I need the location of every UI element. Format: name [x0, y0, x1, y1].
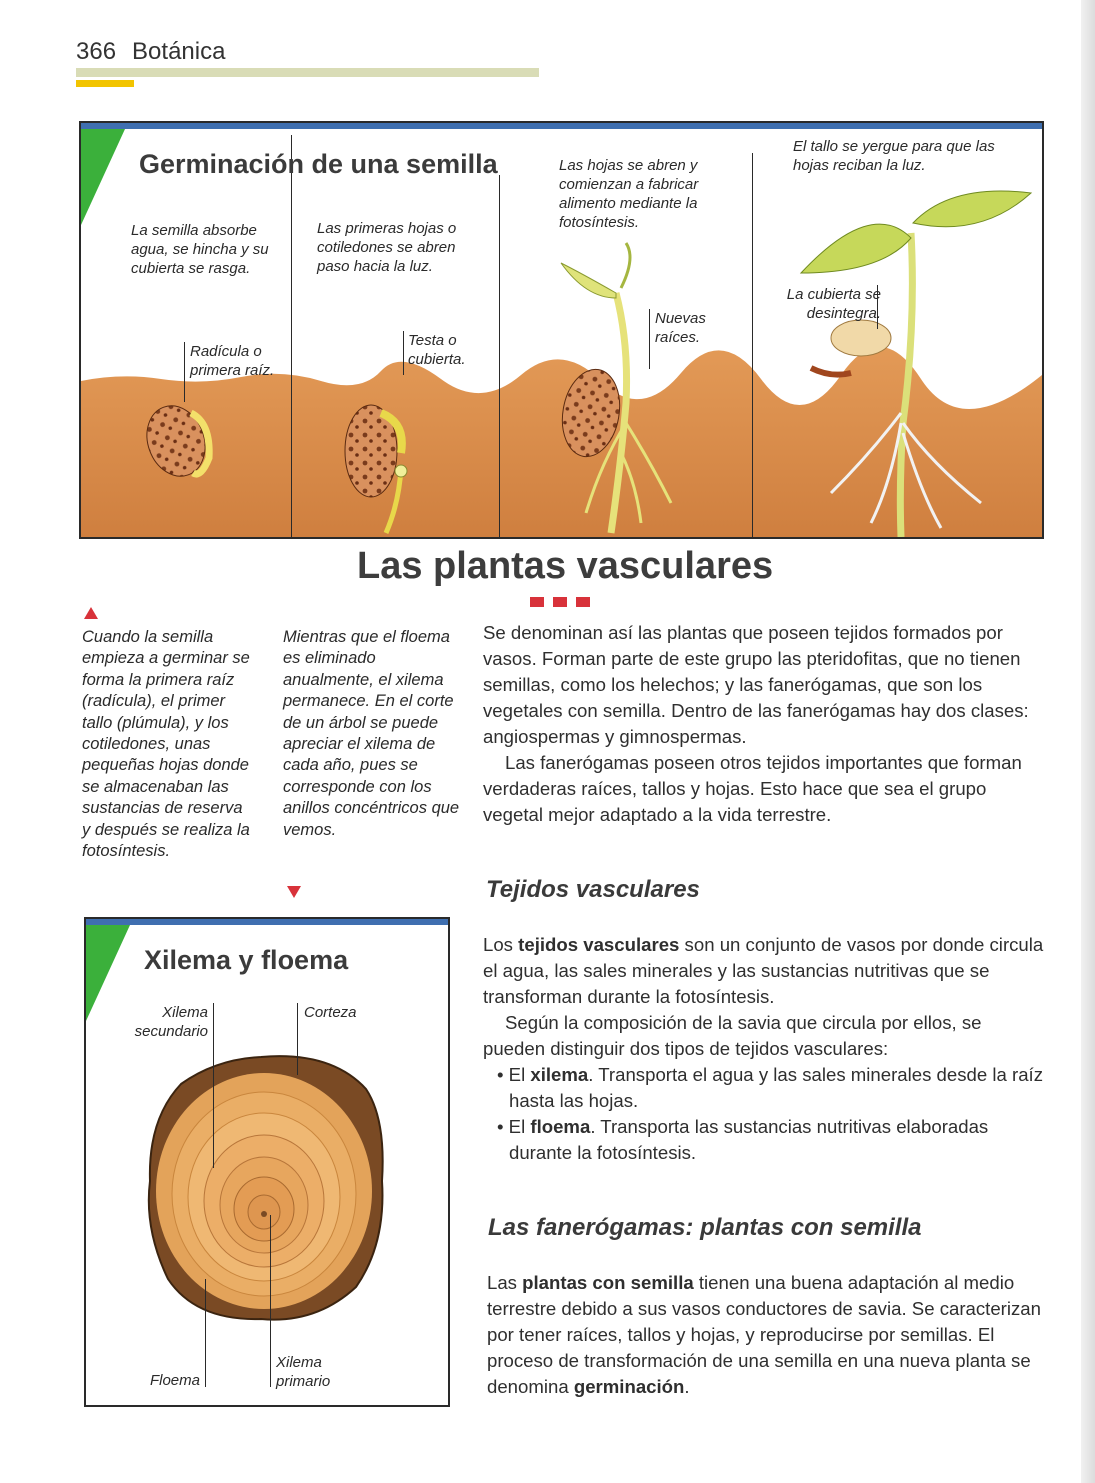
bark-pointer	[297, 1003, 298, 1075]
title-ornament-1	[530, 597, 544, 607]
vascular-text	[483, 932, 1048, 1166]
caption-testa: Testa o cubierta.	[408, 332, 466, 368]
caption-radicle: Radícula o primera raíz.	[190, 343, 275, 379]
title-ornament-3	[576, 597, 590, 607]
sidebar-xylem-note: Mientras que el floema es eliminado anualmente, el xilema permanece. En el corte de un árbol se puede apreciar el xilema de cada año, pues se corresponde con los anillos concéntricos que vemos.	[283, 628, 460, 839]
germination-figure	[79, 121, 1044, 539]
xylem-figure	[84, 917, 450, 1407]
label-secondary-xylem: Xilema secundario	[134, 1004, 208, 1040]
label-bark: Corteza	[304, 1004, 357, 1021]
caption-coat: La cubierta se desintegra.	[786, 286, 881, 322]
vascular-paragraph-2: Según la composición de la savia que circula por ellos, se pueden distinguir dos tipos de tejidos vasculares:	[483, 1012, 982, 1059]
intro-paragraph-2: Las fanerógamas poseen otros tejidos importantes que forman verdaderas raíces, tallos y hojas. Esto hace que sea el grupo vegetal mejor adaptado a la vida terrestre.	[483, 752, 1022, 825]
label-phloem: Floema	[149, 1372, 200, 1389]
caption-stage-1: La semilla absorbe agua, se hincha y su cubierta se rasga.	[131, 222, 269, 277]
label-primary-xylem: Xilema primario	[276, 1354, 331, 1390]
page-edge-shadow	[1081, 0, 1095, 1483]
heading-vascular: Tejidos vasculares	[486, 876, 700, 903]
divider-3	[752, 153, 753, 537]
phloem-pointer	[205, 1279, 206, 1387]
phanerogams-paragraph: Las plantas con semilla tienen una buena adaptación al medio terrestre debido a sus vasos conductores de savia. Se caracterizan por tener raíces, tallos y hojas, y reproducirse por semillas. El proceso de transformación de una semilla en una nueva planta se denomina germinación.	[487, 1272, 1041, 1397]
header-rule	[76, 68, 539, 77]
seed-coat	[831, 320, 891, 356]
caption-stage-3: Las hojas se abren y comienzan a fabricar alimento mediante la fotosíntesis.	[559, 157, 699, 231]
title-ornament-2	[553, 597, 567, 607]
caption-stage-4: El tallo se yergue para que las hojas reciban la luz.	[793, 138, 995, 174]
section-title: Botánica	[132, 38, 226, 65]
trunk-cross-section	[86, 919, 448, 1405]
bullet-phloem: • El floema. Transporta las sustancias nutritivas elaboradas durante la fotosíntesis.	[497, 1116, 989, 1163]
page-number: 366	[76, 38, 117, 65]
vascular-paragraph-1: Los tejidos vasculares son un conjunto de vasos por donde circula el agua, las sales minerales y las sustancias nutritivas que se transforman durante la fotosíntesis.	[483, 934, 1044, 1007]
caption-new-roots: Nuevas raíces.	[655, 310, 706, 346]
intro-paragraph-1: Se denominan así las plantas que poseen tejidos formados por vasos. Forman parte de este grupo las pteridofitas, que no tienen semillas, como los helechos; y las fanerógamas, que son los vegetales con semilla. Dentro de las fanerógamas hay dos clases: angiospermas y gimnospermas.	[483, 622, 1029, 747]
header-accent	[76, 80, 134, 87]
divider-1	[291, 135, 292, 537]
bullet-xylem: • El xilema. Transporta el agua y las sales minerales desde la raíz hasta las hojas.	[497, 1064, 1044, 1111]
germination-title: Germinación de una semilla	[139, 149, 498, 179]
primary-xylem-pointer	[270, 1215, 271, 1387]
intro-text	[483, 620, 1048, 828]
main-title: Las plantas vasculares	[357, 545, 774, 587]
radicle-pointer	[184, 342, 185, 402]
sidebar-germination-note: Cuando la semilla empieza a germinar se forma la primera raíz (radícula), el primer tallo (plúmula), y los cotiledones, unas pequeñas hojas donde se almacenaban las sustancias de reserva y después se realiza la fotosíntesis.	[82, 628, 250, 861]
secondary-xylem-pointer	[213, 1003, 214, 1168]
heading-phanerogams: Las fanerógamas: plantas con semilla	[488, 1214, 922, 1241]
divider-2	[499, 175, 500, 537]
sidebar-start-marker	[84, 607, 98, 619]
xylem-title: Xilema y floema	[144, 945, 349, 975]
page-header	[76, 38, 225, 66]
sidebar-end-marker	[287, 886, 301, 898]
caption-stage-2: Las primeras hojas o cotiledones se abren paso hacia la luz.	[317, 220, 457, 275]
phanerogams-text	[487, 1270, 1050, 1400]
testa-pointer	[403, 331, 404, 375]
roots-pointer	[649, 309, 650, 369]
